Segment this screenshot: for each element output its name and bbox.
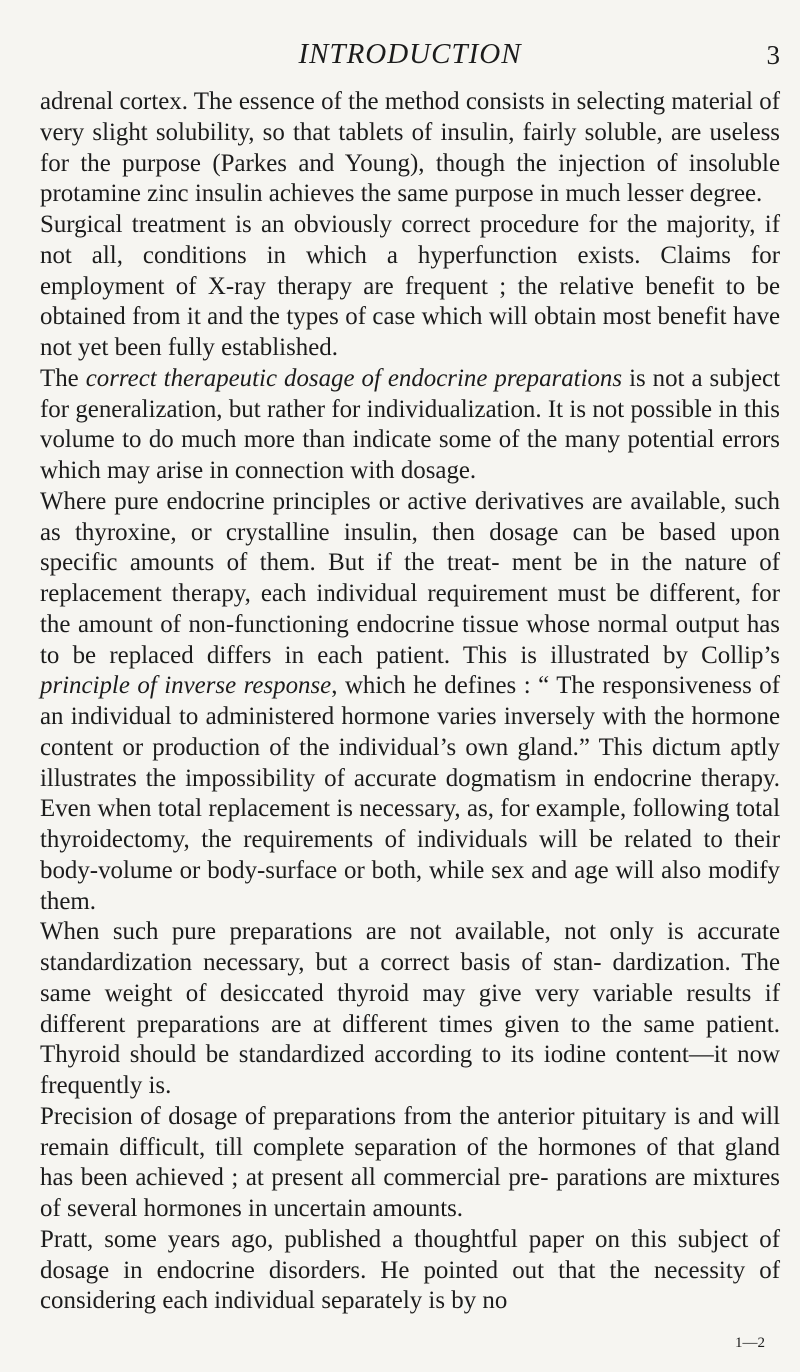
text-run: The (40, 364, 86, 392)
paragraph (40, 364, 780, 487)
paragraph (40, 1225, 780, 1317)
body-text (40, 87, 780, 1317)
running-head: INTRODUCTION (298, 38, 522, 70)
text-run: adrenal cortex. The essence of the method consists in selecting material of very slight solubility, so that tablets of insulin, fairly soluble, are useless for the purpose (Parkes and Young), though the injection of insoluble protamine zinc insulin achieves the same purpose in much lesser degree. (40, 88, 780, 208)
paragraph (40, 1102, 780, 1225)
paragraph (40, 87, 780, 210)
paragraph (40, 487, 780, 918)
page-header (40, 38, 780, 78)
text-run: , which he defines : “ The responsiveness of an individual to administered hormone varies inversely with the hormone content or production of the individual’s own gland.” This dictum aptly illustrates the impossibility of accurate dogmatism in endocrine therapy. Even when total replacement is necessary, as, for example, following total thyroidectomy, the requirements of individuals will be related to their body-volume or body-surface or both, while sex and age will also modify them. (40, 672, 781, 915)
text-run: is not a subject for generalization, but rather for individualization. It is not possible in this volume to do much more than indicate some of the many potential errors which may arise in connection with dosage. (40, 364, 781, 484)
text-run: When such pure preparations are not available, not only is accurate standardization necessary, but a correct basis of stan- dardization. The same weight of desiccated thyroid may give very variable results if different preparations are at different times given to the same patient. Thyroid should be standardized according to its iodine content—it now frequently is. (40, 918, 780, 1099)
paragraph (40, 917, 780, 1102)
italic-term: correct therapeutic dosage of endocrine preparations (85, 364, 623, 392)
italic-term: principle of inverse response (40, 672, 332, 700)
text-run: Pratt, some years ago, published a thoughtful paper on this subject of dosage in endocrine disorders. He pointed out that the necessity of considering each individual separately is by no (40, 1225, 780, 1315)
signature-mark: 1—2 (735, 1335, 765, 1351)
text-run: Where pure endocrine principles or active derivatives are available, such as thyroxine, or crystalline insulin, then dosage can be based upon specific amounts of them. But if the treat- ment be in the nature of replacement therapy, each individual requirement must be different, for the amount of non-functioning endocrine tissue whose normal output has to be replaced differs in each patient. This is illustrated by Collip’s (40, 487, 780, 669)
page-number: 3 (766, 40, 780, 70)
paragraph (40, 210, 780, 364)
text-run: Surgical treatment is an obviously correct procedure for the majority, if not all, conditions in which a hyperfunction exists. Claims for employment of X-ray therapy are frequent ; the relative benefit to be obtained from it and the types of case which will obtain most benefit have not yet been fully established. (40, 211, 780, 361)
text-run: Precision of dosage of preparations from the anterior pituitary is and will remain difficult, till complete separation of the hormones of that gland has been achieved ; at present all commercial pre- parations are mixtures of several hormones in uncertain amounts. (40, 1102, 780, 1222)
